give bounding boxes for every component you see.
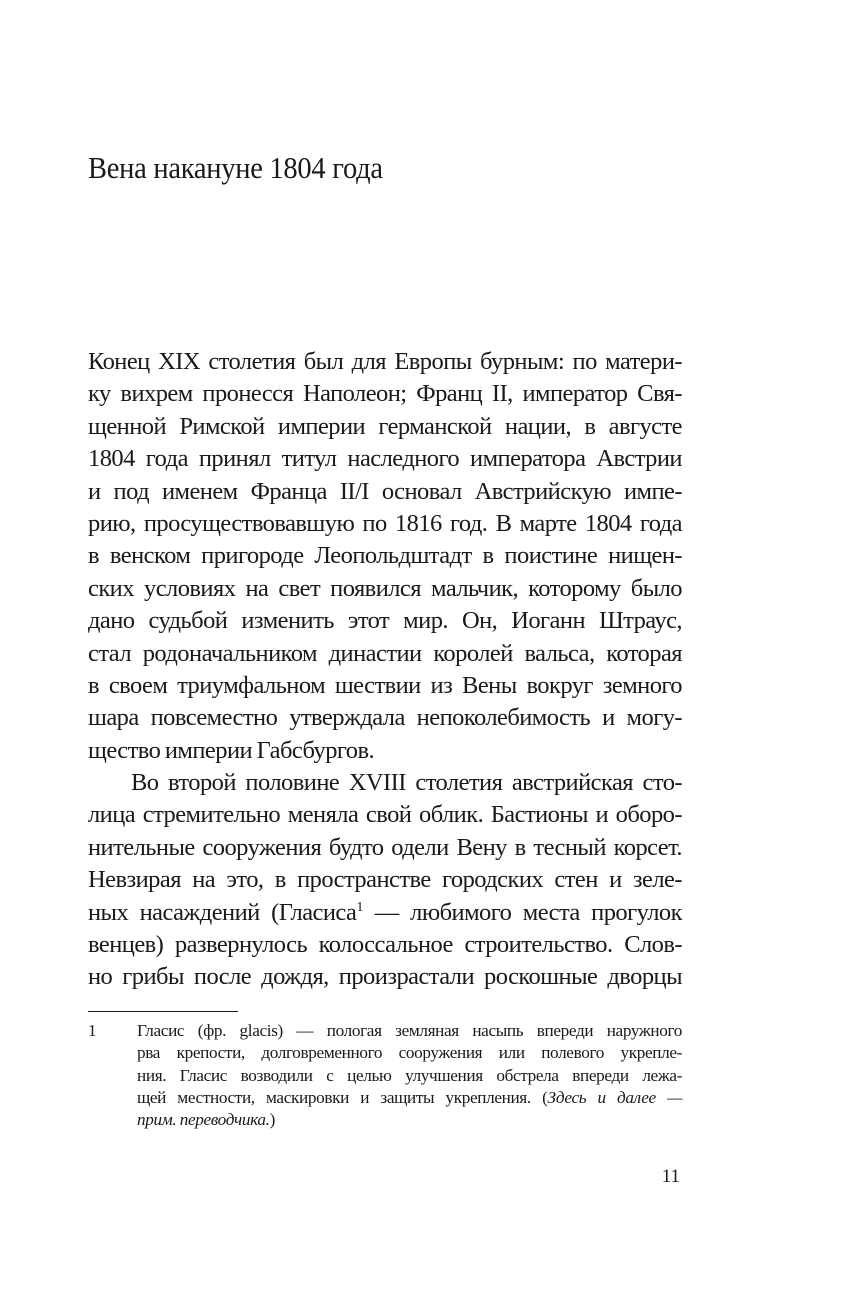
- page-number: 11: [661, 1166, 680, 1187]
- italic-text: прим. переводчика.: [137, 1110, 270, 1130]
- footnote-divider: [88, 1011, 238, 1012]
- text-line: в своем триумфальном шествии из Вены вокруг земного: [88, 671, 682, 699]
- text-line: щество империи Габсбургов.: [88, 736, 375, 764]
- italic-text: Здесь и далее —: [547, 1087, 683, 1107]
- text-line: но грибы после дождя, произрастали роскошные дворцы: [88, 963, 682, 991]
- text-line: дано судьбой изменить этот мир. Он, Иоганн Штраус,: [88, 607, 682, 635]
- text-line: [88, 897, 682, 929]
- text-line: ских условиях на свет появился мальчик, которому было: [88, 574, 682, 602]
- text-segment: ): [269, 1110, 275, 1130]
- footnote-reference[interactable]: 1: [356, 899, 364, 915]
- footnote-text: [137, 1020, 682, 1131]
- body-text: [88, 346, 682, 994]
- text-segment: ных насаждений (Гласиса: [88, 898, 357, 926]
- text-line: и под именем Франца II/I основал Австрийскую импе-: [88, 477, 682, 505]
- text-line: ку вихрем пронесся Наполеон; Франц II, император Свя-: [88, 380, 682, 408]
- text-line: стал родоначальником династии королей вальса, которая: [88, 639, 682, 667]
- text-line: 1804 года принял титул наследного императора Австрии: [88, 445, 682, 473]
- text-segment: — любимого места прогулок: [363, 898, 682, 926]
- chapter-title: Вена накануне 1804 года: [88, 150, 383, 185]
- footnote: [88, 1020, 682, 1131]
- text-line: Невзирая на это, в пространстве городских стен и зеле-: [88, 866, 682, 894]
- text-line: щенной Римской империи германской нации, в августе: [88, 412, 682, 440]
- text-line: нительные сооружения будто одели Вену в тесный корсет.: [88, 833, 682, 861]
- footnote-line: [137, 1087, 682, 1109]
- footnote-number: 1: [88, 1021, 97, 1040]
- text-line: венцев) развернулось колоссальное строительство. Слов-: [88, 931, 682, 959]
- text-line: рию, просуществовавшую по 1816 год. В марте 1804 года: [88, 509, 682, 537]
- text-line: лица стремительно меняла свой облик. Бастионы и оборо-: [88, 801, 682, 829]
- footnote-line: Гласис (фр. glacis) — пологая земляная насыпь впереди наружного: [137, 1021, 682, 1040]
- text-line: Во второй половине XVIII столетия австрийская сто-: [131, 769, 682, 797]
- footnote-line: ния. Гласис возводили с целью улучшения обстрела впереди лежа-: [137, 1065, 682, 1085]
- footnote-line: рва крепости, долговременного сооружения или полевого укрепле-: [137, 1043, 682, 1063]
- text-line: Конец XIX столетия был для Европы бурным: по матери-: [88, 348, 682, 375]
- footnote-line: [137, 1109, 682, 1131]
- text-line: шара повсеместно утверждала непоколебимость и могу-: [88, 704, 682, 732]
- text-segment: щей местности, маскировки и защиты укрепления. (: [137, 1087, 548, 1107]
- text-line: в венском пригороде Леопольдштадт в поистине нищен-: [88, 542, 682, 570]
